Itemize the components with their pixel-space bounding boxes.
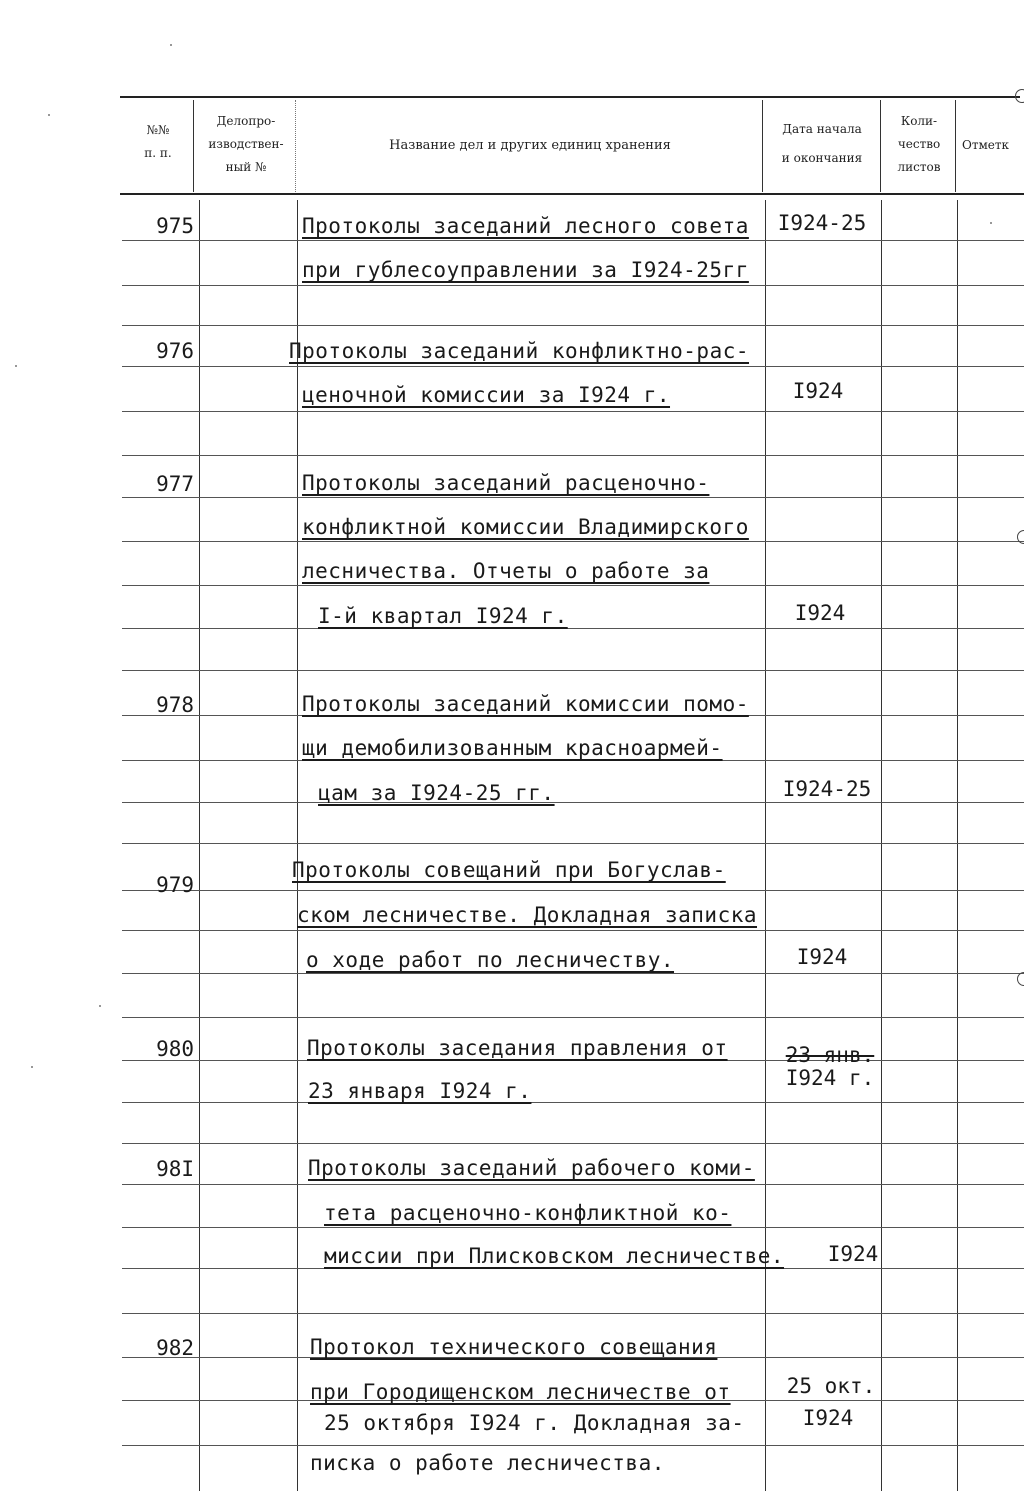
record-title-line: при гублесоуправлении за I924-25гг	[302, 258, 749, 282]
record-title-line: Протоколы заседаний конфликтно-рас-	[289, 339, 750, 363]
record-number: 980	[156, 1037, 194, 1061]
ruled-line	[122, 455, 1024, 456]
scan-speck	[31, 1066, 33, 1068]
record-title-line: Протоколы заседаний комиссии помо-	[302, 692, 749, 716]
header-col-sep-5	[955, 100, 956, 192]
record-date: I924	[794, 601, 846, 625]
ruled-line	[122, 285, 1024, 286]
record-date: I924	[802, 1406, 854, 1430]
ruled-line	[122, 541, 1024, 542]
ruled-line	[122, 1268, 1024, 1269]
record-number: 979	[156, 873, 194, 897]
ruled-line	[122, 1184, 1024, 1185]
ruled-line	[122, 325, 1024, 326]
ruled-line	[122, 1102, 1024, 1103]
record-title-line: Протоколы заседаний лесного совета	[302, 214, 749, 238]
record-number: 976	[156, 339, 194, 363]
header-top-rule	[120, 96, 1020, 98]
record-title-line: тета расценочно-конфликтной ко-	[324, 1201, 732, 1225]
header-col-sep-3	[762, 100, 763, 192]
record-title-line: I-й квартал I924 г.	[318, 604, 568, 628]
ruled-line	[122, 366, 1024, 367]
scan-speck	[15, 365, 17, 367]
ruled-line	[122, 411, 1024, 412]
column-header-notes: Отметк	[962, 138, 1010, 152]
record-date: 23 янв.	[785, 1043, 875, 1067]
ruled-line	[122, 890, 1024, 891]
body-col-line-5	[957, 200, 958, 1491]
ruled-line	[122, 1445, 1024, 1446]
ruled-line	[122, 930, 1024, 931]
column-header-dates: Дата начала и окончания	[781, 122, 863, 165]
record-title-line: 23 января I924 г.	[308, 1079, 532, 1103]
header-col-sep-2	[295, 100, 296, 192]
column-header-sheets: Коли- чество листов	[897, 114, 941, 174]
record-title-line: писка о работе лесничества.	[310, 1451, 665, 1475]
record-title-line: конфликтной комиссии Владимирского	[302, 515, 749, 539]
record-title-line: ценочной комиссии за I924 г.	[302, 383, 671, 407]
record-title-line: ском лесничестве. Докладная записка	[297, 903, 758, 927]
ruled-line	[122, 1017, 1024, 1018]
ruled-line	[122, 670, 1024, 671]
body-col-line-4	[881, 200, 882, 1491]
record-number: 975	[156, 214, 194, 238]
binder-hole-mark	[1015, 89, 1024, 103]
body-col-line-2	[297, 200, 298, 1491]
binder-hole-mark	[1017, 972, 1024, 986]
scan-speck	[990, 222, 992, 224]
ruled-line	[122, 802, 1024, 803]
record-title-line: Протокол технического совещания	[310, 1335, 718, 1359]
binder-hole-mark	[1017, 530, 1024, 544]
record-title-line: миссии при Плисковском лесничестве.	[324, 1244, 785, 1268]
record-title-line: лесничества. Отчеты о работе за	[302, 559, 710, 583]
record-title-line: Протоколы заседаний расценочно-	[302, 471, 710, 495]
ruled-line	[122, 628, 1024, 629]
column-header-office-num: Делопро- изводствен- ный №	[208, 114, 284, 174]
ruled-line	[122, 1313, 1024, 1314]
record-date: I924	[827, 1242, 879, 1266]
record-date: I924-25	[782, 777, 872, 801]
scan-speck	[170, 44, 172, 46]
column-header-title: Название дел и других единиц хранения	[389, 138, 671, 153]
scan-speck	[99, 1005, 101, 1007]
ruled-line	[122, 973, 1024, 974]
record-title-line: Протоколы заседаний рабочего коми-	[308, 1156, 755, 1180]
ruled-line	[122, 1227, 1024, 1228]
record-date: I924	[792, 379, 844, 403]
ruled-line	[122, 760, 1024, 761]
body-col-line-1	[199, 200, 200, 1491]
header-col-sep-4	[880, 100, 881, 192]
record-title-line: при Городищенском лесничестве от	[310, 1380, 731, 1404]
record-date: 25 окт.	[786, 1374, 876, 1398]
ruled-line	[122, 585, 1024, 586]
record-date: I924-25	[777, 211, 867, 235]
record-number: 982	[156, 1336, 194, 1360]
record-number: 977	[156, 472, 194, 496]
record-date: I924 г.	[785, 1066, 875, 1090]
record-title-line: щи демобилизованным красноармей-	[302, 736, 723, 760]
record-title-line: цам за I924-25 гг.	[318, 781, 555, 805]
ruled-line	[122, 1143, 1024, 1144]
record-number: 98I	[156, 1157, 194, 1181]
record-title-line: о ходе работ по лесничеству.	[306, 948, 675, 972]
record-date: I924	[796, 945, 848, 969]
record-title-line: Протоколы совещаний при Богуслав-	[292, 858, 726, 882]
ruled-line	[122, 497, 1024, 498]
column-header-num: №№ п. п.	[144, 123, 172, 160]
record-number: 978	[156, 693, 194, 717]
header-bottom-rule	[120, 193, 1024, 195]
record-title-line: Протоколы заседания правления от	[307, 1036, 728, 1060]
record-title-line: 25 октября I924 г. Докладная за-	[324, 1411, 745, 1435]
scan-speck	[48, 114, 50, 116]
header-col-sep-1	[193, 100, 194, 192]
ruled-line	[122, 843, 1024, 844]
ruled-line	[122, 240, 1024, 241]
